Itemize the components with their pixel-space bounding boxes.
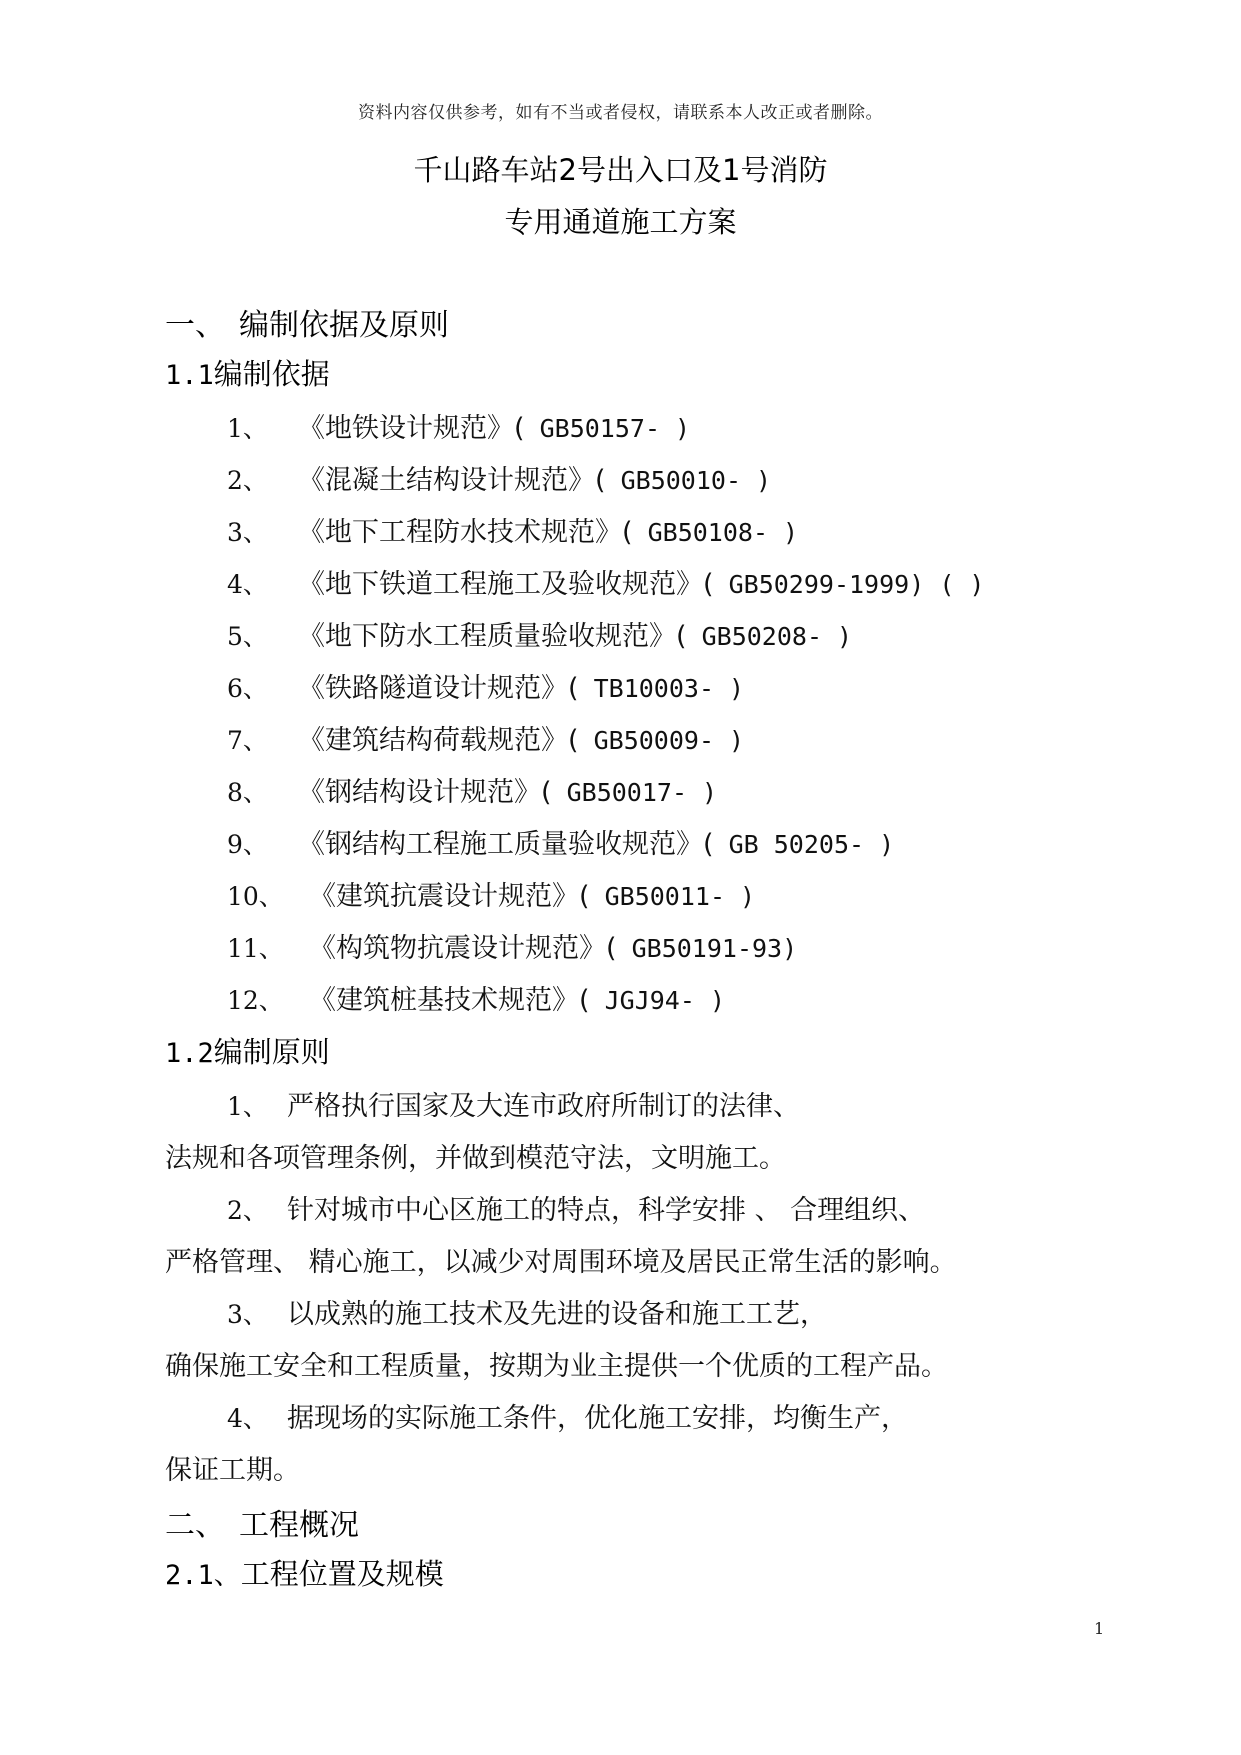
reference-item [227,666,744,705]
subsection-heading-1-1 [165,352,330,393]
subsection-number: 2.1、 [165,1560,241,1591]
reference-item [227,978,725,1017]
principle-continuation: 确保施工安全和工程质量，按期为业主提供一个优质的工程产品。 [165,1351,948,1382]
subsection-title: 编制原则 [213,1035,330,1069]
reference-item [227,510,798,549]
principle-continuation: 严格管理、 精心施工，以减少对周围环境及居民正常生活的影响。 [165,1247,957,1278]
reference-name: 《钢结构设计规范》( [298,777,552,808]
principle-text: 严格执行国家及大连市政府所制订的法律、 [287,1091,800,1122]
reference-name: 《建筑抗震设计规范》( [309,881,590,912]
section-heading-2 [165,1500,359,1544]
reference-code: GB50208- ) [686,622,853,651]
section-heading-1 [165,300,449,344]
subsection-heading-1-2 [165,1030,330,1071]
principle-continuation: 法规和各项管理条例，并做到模范守法，文明施工。 [165,1143,786,1174]
principle-number: 4、 [227,1404,268,1433]
reference-item [227,562,984,601]
disclaimer-header: 资料内容仅供参考，如有不当或者侵权，请联系本人改正或者删除。 [358,103,883,123]
reference-name: 《地下工程防水技术规范》( [298,517,633,548]
reference-name: 《钢结构工程施工质量验收规范》( [298,829,714,860]
reference-item [227,406,690,445]
principle-number: 3、 [227,1300,268,1329]
reference-code: GB 50205- ) [713,830,895,859]
principle-number: 1、 [227,1092,268,1121]
reference-name: 《建筑结构荷载规范》( [298,725,579,756]
reference-code: JGJ94- ) [589,986,726,1015]
principle-text: 据现场的实际施工条件，优化施工安排，均衡生产， [287,1403,908,1434]
reference-number: 3、 [227,518,268,547]
reference-code: GB50011- ) [589,882,756,911]
principle-line [227,1396,908,1435]
reference-number: 6、 [227,674,268,703]
reference-code: GB50191-93) [616,934,798,963]
section-number: 二、 [165,1508,225,1543]
reference-name: 《混凝土结构设计规范》( [298,465,606,496]
reference-item [227,718,744,757]
reference-number: 2、 [227,466,268,495]
document-title-line-1: 千山路车站2号出入口及1号消防 [413,153,828,187]
reference-number: 12、 [227,986,284,1015]
reference-name: 《建筑桩基技术规范》( [309,985,590,1016]
section-title: 工程概况 [239,1508,359,1543]
principle-line [227,1292,827,1331]
reference-code: GB50108- ) [632,518,799,547]
reference-item [227,822,894,861]
reference-item [227,926,797,965]
subsection-title: 编制依据 [213,357,330,391]
principle-number: 2、 [227,1196,268,1225]
reference-name: 《铁路隧道设计规范》( [298,673,579,704]
principle-text: 针对城市中心区施工的特点，科学安排 、 合理组织、 [287,1195,926,1226]
reference-number: 5、 [227,622,268,651]
reference-number: 7、 [227,726,268,755]
section-title: 编制依据及原则 [239,308,449,343]
reference-code: GB50017- ) [551,778,718,807]
principle-line [227,1188,925,1227]
reference-code: GB50299-1999) ( ) [713,570,985,599]
reference-code: GB50010- ) [605,466,772,495]
subsection-number: 1.2 [165,1038,214,1069]
subsection-number: 1.1 [165,360,214,391]
reference-item [227,770,717,809]
reference-number: 9、 [227,830,268,859]
principle-continuation: 保证工期。 [165,1455,300,1486]
reference-item [227,614,852,653]
reference-code: TB10003- ) [578,674,745,703]
reference-number: 10、 [227,882,284,911]
reference-number: 1、 [227,414,268,443]
document-title-line-2: 专用通道施工方案 [504,205,737,239]
reference-name: 《地下铁道工程施工及验收规范》( [298,569,714,600]
principle-line [227,1084,800,1123]
reference-number: 11、 [227,934,284,963]
reference-item [227,458,771,497]
subsection-title: 工程位置及规模 [240,1557,444,1591]
reference-item [227,874,755,913]
section-number: 一、 [165,308,225,343]
page-number: 1 [1094,1619,1105,1638]
reference-name: 《地下防水工程质量验收规范》( [298,621,687,652]
reference-code: GB50157- ) [524,414,691,443]
reference-number: 4、 [227,570,268,599]
reference-code: GB50009- ) [578,726,745,755]
reference-name: 《地铁设计规范》( [298,413,525,444]
reference-name: 《构筑物抗震设计规范》( [309,933,617,964]
reference-number: 8、 [227,778,268,807]
subsection-heading-2-1 [165,1552,444,1593]
principle-text: 以成熟的施工技术及先进的设备和施工工艺， [287,1299,827,1330]
